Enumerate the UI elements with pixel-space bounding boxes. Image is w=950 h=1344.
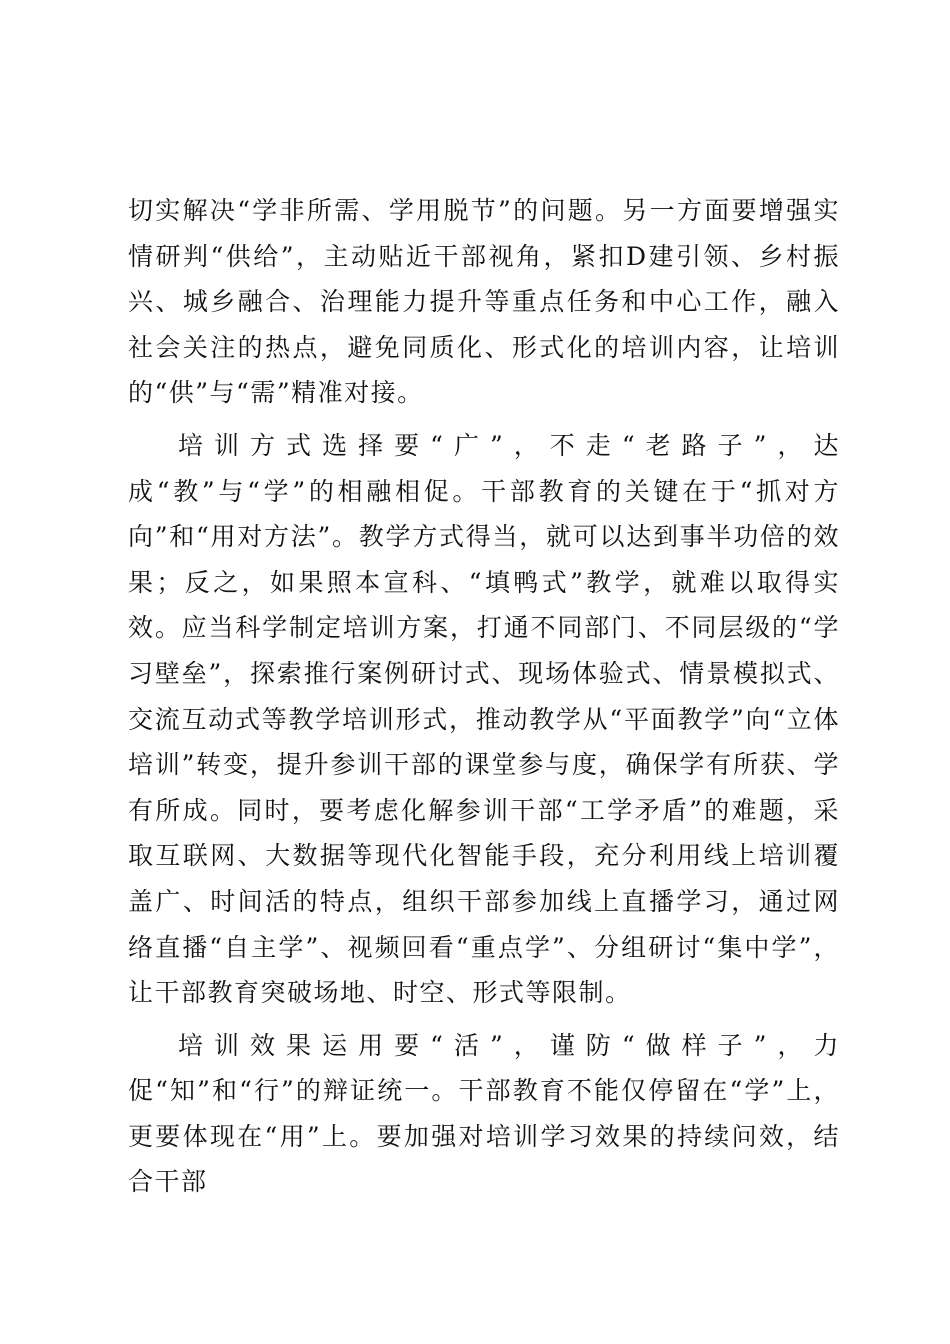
document-body xyxy=(128,188,840,1212)
paragraph-continuation: 切实解决“学非所需、学用脱节”的问题。另一方面要增强实情研判“供给”，主动贴近干部视角，紧扣D建引领、乡村振兴、城乡融合、治理能力提升等重点任务和中心工作，融入社会关注的热点，避免同质化、形式化的培训内容，让培训的“供”与“需”精准对接。 xyxy=(128,196,840,408)
paragraph-training-effects: 培训效果运用要“活”，谨防“做样子”，力促“知”和“行”的辩证统一。干部教育不能仅停留在“学”上，更要体现在“用”上。要加强对培训学习效果的持续问效，结合干部 xyxy=(128,1030,840,1197)
paragraph-training-methods: 培训方式选择要“广”，不走“老路子”，达成“教”与“学”的相融相促。干部教育的关键在于“抓对方向”和“用对方法”。教学方式得当，就可以达到事半功倍的效果；反之，如果照本宣科、“填鸭式”教学，就难以取得实效。应当科学制定培训方案，打通不同部门、不同层级的“学习壁垒”，探索推行案例研讨式、现场体验式、情景模拟式、交流互动式等教学培训形式，推动教学从“平面教学”向“立体培训”转变，提升参训干部的课堂参与度，确保学有所获、学有所成。同时，要考虑化解参训干部“工学矛盾”的难题，采取互联网、大数据等现代化智能手段，充分利用线上培训覆盖广、时间活的特点，组织干部参加线上直播学习，通过网络直播“自主学”、视频回看“重点学”、分组研讨“集中学”，让干部教育突破场地、时空、形式等限制。 xyxy=(128,430,840,1008)
